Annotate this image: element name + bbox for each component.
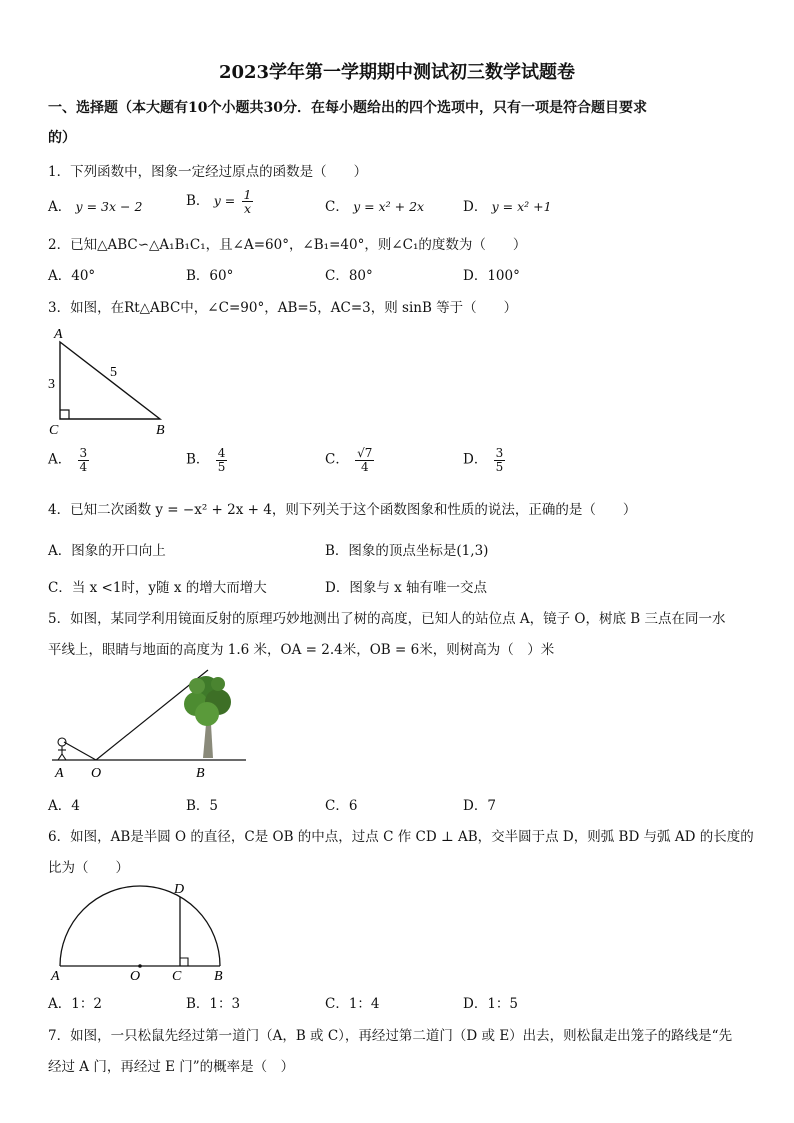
tree-icon <box>184 676 231 758</box>
right-angle-mark <box>180 958 188 966</box>
q3-option-c-num: √7 <box>357 446 373 460</box>
q3-option-a-num: 3 <box>79 446 88 460</box>
semicircle-arc <box>60 886 220 966</box>
q1-stem: 1．下列函数中，图象一定经过原点的函数是（ ） <box>48 164 368 180</box>
q1-option-b-label: B． <box>186 193 210 210</box>
person-icon <box>58 738 66 760</box>
q1-option-b-fraction <box>242 188 254 215</box>
q6-label-a: A <box>51 969 60 984</box>
q6-option-b: B．1：3 <box>186 996 241 1012</box>
q3-option-b-den: 5 <box>217 459 226 474</box>
q3-label-side-ab: 5 <box>110 365 117 380</box>
section-heading-line2: 的） <box>48 130 76 146</box>
center-point-o <box>138 964 142 968</box>
q3-option-d-label: D． <box>463 451 488 468</box>
q3-option-a-fraction <box>78 447 90 473</box>
q3-option-a-den: 4 <box>79 459 88 474</box>
q3-stem: 3．如图，在Rt△ABC中，∠C=90°，AB=5，AC=3，则 sinB 等于（ ） <box>48 300 518 316</box>
q4-option-c: C．当 x <1时，y随 x 的增大而增大 <box>48 580 267 596</box>
q4-option-d: D．图象与 x 轴有唯一交点 <box>325 580 488 596</box>
q1-option-c-expr: y = x² + 2x <box>353 199 425 214</box>
q2-option-a: A．40° <box>48 268 96 284</box>
q5-mirror-figure <box>50 666 250 784</box>
right-angle-mark <box>60 410 69 419</box>
q3-label-b: B <box>156 423 165 438</box>
q1-option-a-label: A． <box>48 199 72 215</box>
q5-label-a: A <box>55 766 64 781</box>
q6-semicircle-figure <box>46 876 236 986</box>
q5-option-a: A．4 <box>48 798 80 814</box>
q4-stem: 4．已知二次函数 y = −x² + 2x + 4，则下列关于这个函数图象和性质的说法，正确的是（ ） <box>48 502 637 518</box>
q6-option-d: D．1：5 <box>463 996 519 1012</box>
q1-option-a <box>48 195 142 215</box>
q2-option-c: C．80° <box>325 268 373 284</box>
q6-label-c: C <box>172 969 182 984</box>
q2-option-b: B．60° <box>186 268 234 284</box>
section-heading-line1: 一、选择题（本大题有10个小题共30分．在每小题给出的四个选项中，只有一项是符合题目要求 <box>48 100 647 116</box>
q2-option-d: D．100° <box>463 268 520 284</box>
q2-stem: 2．已知△ABC∽△A₁B₁C₁，且∠A=60°，∠B₁=40°，则∠C₁的度数为（ ） <box>48 237 527 253</box>
q1-option-d-expr: y = x² +1 <box>491 199 552 214</box>
q6-label-o: O <box>130 969 141 984</box>
q1-option-d-label: D． <box>463 199 488 215</box>
q3-option-c-fraction <box>355 447 374 473</box>
q1-option-d <box>463 195 552 215</box>
q3-option-b-fraction <box>216 447 228 473</box>
q1-option-b-den: x <box>243 201 252 217</box>
q1-option-b <box>186 188 255 215</box>
q1-option-c <box>325 195 424 215</box>
q7-stem-line1: 7．如图，一只松鼠先经过第一道门（A，B 或 C），再经过第二道门（D 或 E）出去，则松鼠走出笼子的路线是“先 <box>48 1028 733 1044</box>
q3-option-d-fraction <box>494 447 506 473</box>
q3-option-b <box>186 447 229 473</box>
q3-option-b-label: B． <box>186 451 210 468</box>
q5-stem-line2: 平线上，眼睛与地面的高度为 1.6 米，OA = 2.4米，OB = 6米，则树高为（ ）米 <box>48 642 555 658</box>
q3-option-a-label: A． <box>48 451 72 468</box>
q3-option-a <box>48 447 91 473</box>
incident-ray <box>64 742 96 760</box>
q5-option-d: D．7 <box>463 798 496 814</box>
q3-option-d <box>463 447 507 473</box>
triangle-abc <box>60 342 160 419</box>
q3-option-d-num: 3 <box>495 446 504 460</box>
q5-label-o: O <box>91 766 102 781</box>
q4-option-a: A．图象的开口向上 <box>48 543 166 559</box>
q5-stem-line1: 5．如图，某同学利用镜面反射的原理巧妙地测出了树的高度，已知人的站位点 A，镜子 O，树底 B 三点在同一水 <box>48 611 726 627</box>
q3-label-c: C <box>49 423 59 438</box>
q5-option-b: B．5 <box>186 798 219 814</box>
q6-stem-line1: 6．如图，AB是半圆 O 的直径，C是 OB 的中点，过点 C 作 CD ⊥ AB，交半圆于点 D，则弧 BD 与弧 AD 的长度的 <box>48 829 754 845</box>
q3-option-d-den: 5 <box>495 459 504 474</box>
q6-stem-line2: 比为（ ） <box>48 860 129 876</box>
q1-option-b-lhs: y = <box>213 193 236 209</box>
q3-option-c-label: C． <box>325 451 349 468</box>
q1-option-a-expr: y = 3x − 2 <box>75 199 143 214</box>
q4-option-b: B．图象的顶点坐标是(1,3) <box>325 543 489 559</box>
q1-option-b-num: 1 <box>243 187 252 202</box>
q3-option-b-num: 4 <box>217 446 226 460</box>
q5-option-c: C．6 <box>325 798 358 814</box>
q6-label-b: B <box>214 969 223 984</box>
q3-label-side-ac: 3 <box>48 377 55 392</box>
q3-label-a: A <box>54 327 63 342</box>
page-title: 2023学年第一学期期中测试初三数学试题卷 <box>218 62 576 83</box>
q7-stem-line2: 经过 A 门，再经过 E 门”的概率是（ ） <box>48 1059 295 1075</box>
q3-option-c-den: 4 <box>360 459 369 474</box>
q1-option-c-label: C． <box>325 199 349 215</box>
q3-option-c <box>325 447 376 473</box>
q6-label-d: D <box>174 882 185 897</box>
q3-triangle-figure <box>44 322 174 438</box>
q6-option-a: A．1：2 <box>48 996 102 1012</box>
q5-label-b: B <box>196 766 205 781</box>
q6-option-c: C．1：4 <box>325 996 380 1012</box>
